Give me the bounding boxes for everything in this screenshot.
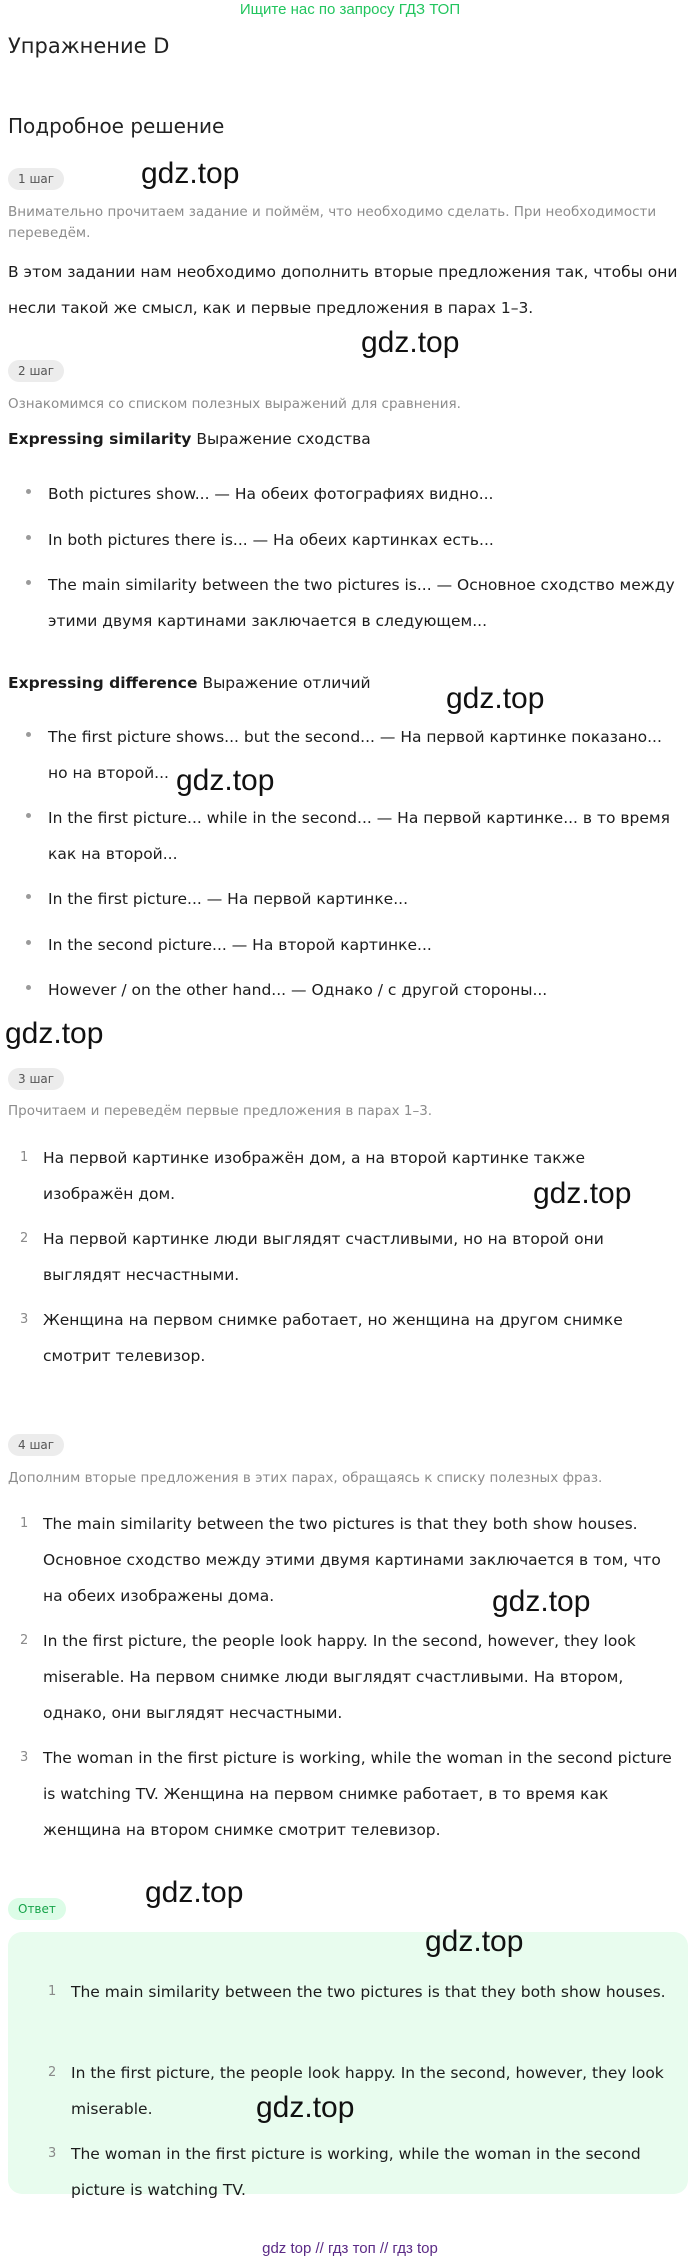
difference-heading	[8, 672, 371, 694]
difference-title: Expressing difference	[8, 674, 198, 692]
item-number: 3	[20, 1750, 29, 1765]
watermark: gdz.top	[361, 326, 460, 359]
list-item-text: In both pictures there is... — На обеих картинках есть...	[48, 531, 494, 549]
list-item-text: In the first picture... while in the second... — На первой картинке... в то время как на второй...	[48, 809, 670, 863]
watermark: gdz.top	[141, 157, 240, 190]
list-item-text: The woman in the first picture is working, while the woman in the second picture is watching TV. Женщина на первом снимке работает, в то время как женщина на втором снимке смотрит телевизор.	[43, 1749, 672, 1839]
answer-item-text: The woman in the first picture is working, while the woman in the second picture is watching TV.	[71, 2145, 641, 2199]
item-number: 3	[48, 2146, 57, 2161]
step-3-badge: 3 шаг	[8, 1068, 64, 1090]
answer-item-text: In the first picture, the people look happy. In the second, however, they look miserable.	[71, 2064, 664, 2118]
item-number: 2	[48, 2065, 57, 2080]
step-1-note: Внимательно прочитаем задание и поймём, что необходимо сделать. При необходимости переведём.	[8, 204, 657, 241]
step-4-badge: 4 шаг	[8, 1434, 64, 1456]
list-item	[26, 800, 686, 872]
watermark: gdz.top	[176, 764, 275, 797]
list-item	[20, 1302, 680, 1374]
bullet-icon	[26, 489, 31, 494]
item-number: 3	[20, 1312, 29, 1327]
bullet-icon	[26, 535, 31, 540]
solution-heading: Подробное решение	[8, 114, 225, 138]
list-item	[26, 927, 686, 963]
watermark: gdz.top	[446, 682, 545, 715]
list-item	[20, 1221, 680, 1293]
list-item-text: Both pictures show... — На обеих фотографиях видно...	[48, 485, 494, 503]
list-item	[20, 1740, 680, 1848]
item-number: 2	[20, 1231, 29, 1246]
list-item-text: The main similarity between the two pictures is that they both show houses. Основное сходство между этими двумя картинами заключается в том, что на обеих изображены дома.	[43, 1515, 661, 1605]
answer-item	[48, 2136, 668, 2208]
list-item-text: Женщина на первом снимке работает, но женщина на другом снимке смотрит телевизор.	[43, 1311, 623, 1365]
step-2-note: Ознакомимся со списком полезных выражений для сравнения.	[8, 396, 461, 412]
answer-badge: Ответ	[8, 1898, 66, 1920]
list-item	[26, 476, 686, 512]
bullet-icon	[26, 940, 31, 945]
page-title: Упражнение D	[8, 34, 170, 58]
watermark: gdz.top	[145, 1876, 244, 1909]
bullet-icon	[26, 813, 31, 818]
watermark: gdz.top	[492, 1585, 591, 1618]
item-number: 2	[20, 1633, 29, 1648]
item-number: 1	[48, 1984, 57, 1999]
step-3-note: Прочитаем и переведём первые предложения в парах 1–3.	[8, 1103, 433, 1119]
list-item	[26, 972, 686, 1008]
step-2-badge: 2 шаг	[8, 360, 64, 382]
search-banner[interactable]: Ищите нас по запросу ГДЗ ТОП	[239, 1, 461, 18]
item-number: 1	[20, 1150, 29, 1165]
step-4-note: Дополним вторые предложения в этих парах, обращаясь к списку полезных фраз.	[8, 1470, 603, 1486]
list-item	[26, 881, 686, 917]
watermark: gdz.top	[256, 2091, 355, 2124]
footer-links[interactable]: gdz top // гдз топ // гдз top	[262, 2240, 438, 2257]
similarity-translation: Выражение сходства	[196, 430, 371, 448]
answer-item-text: The main similarity between the two pictures is that they both show houses.	[71, 1983, 666, 2001]
step-1-badge: 1 шаг	[8, 168, 64, 190]
list-item	[26, 522, 686, 558]
watermark: gdz.top	[533, 1177, 632, 1210]
list-item-text: In the first picture, the people look happy. In the second, however, they look miserable. На первом снимке люди выглядят счастливыми. На втором, однако, они выглядят несчастными.	[43, 1632, 636, 1722]
list-item	[26, 567, 686, 639]
list-item-text: The main similarity between the two pictures is... — Основное сходство между этими двумя картинами заключается в следующем...	[48, 576, 675, 630]
answer-item	[48, 1974, 668, 2010]
list-item	[26, 719, 686, 791]
list-item-text: The first picture shows... but the second... — На первой картинке показано... но на второй...	[48, 728, 662, 782]
bullet-icon	[26, 580, 31, 585]
list-item-text: На первой картинке изображён дом, а на второй картинке также изображён дом.	[43, 1149, 586, 1203]
list-item-text: In the second picture... — На второй картинке...	[48, 936, 432, 954]
answer-item	[48, 2055, 668, 2127]
watermark: gdz.top	[425, 1925, 524, 1958]
similarity-title: Expressing similarity	[8, 430, 192, 448]
list-item-text: However / on the other hand... — Однако / с другой стороны...	[48, 981, 548, 999]
similarity-heading	[8, 428, 371, 450]
bullet-icon	[26, 985, 31, 990]
bullet-icon	[26, 894, 31, 899]
difference-translation: Выражение отличий	[202, 674, 371, 692]
bullet-icon	[26, 732, 31, 737]
list-item-text: На первой картинке люди выглядят счастливыми, но на второй они выглядят несчастными.	[43, 1230, 604, 1284]
watermark: gdz.top	[5, 1017, 104, 1050]
list-item	[20, 1623, 680, 1731]
step-1-text: В этом задании нам необходимо дополнить вторые предложения так, чтобы они несли такой же смысл, как и первые предложения в парах 1–3.	[8, 263, 678, 317]
list-item-text: In the first picture... — На первой картинке...	[48, 890, 408, 908]
item-number: 1	[20, 1516, 29, 1531]
